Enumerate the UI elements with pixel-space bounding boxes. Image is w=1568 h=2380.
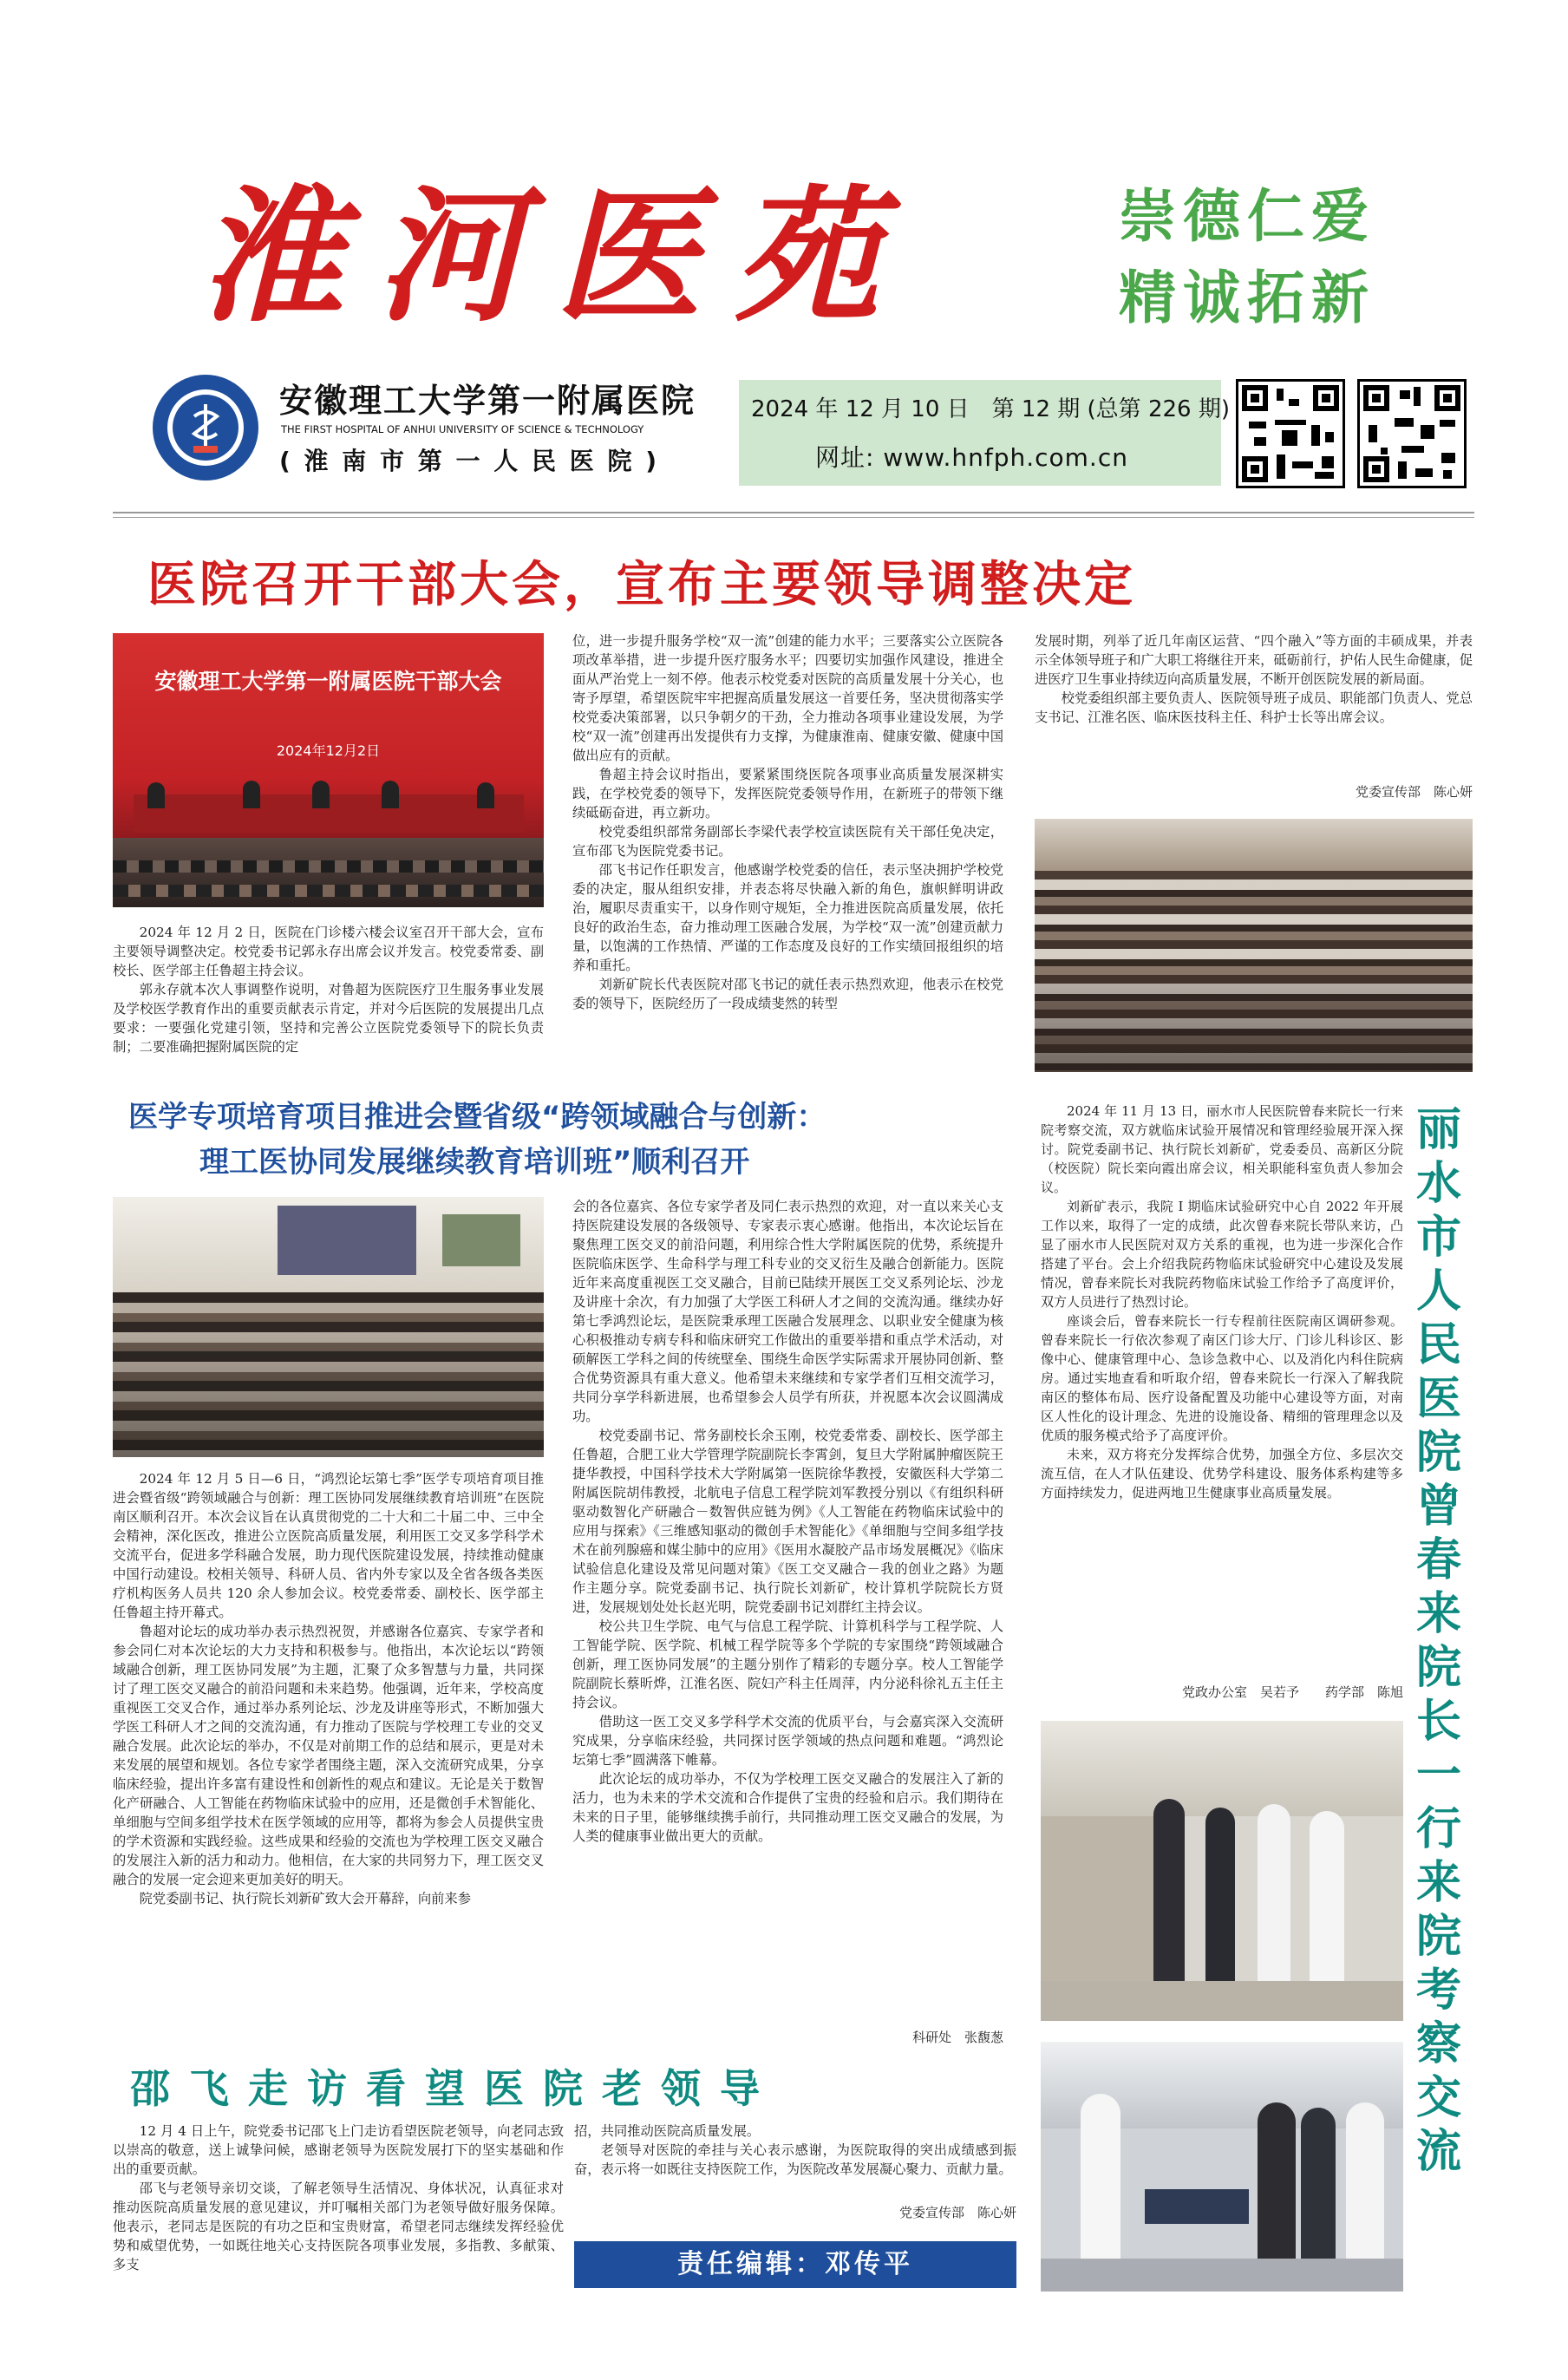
article3-headline: 邵飞走访看望医院老领导 [130, 2065, 779, 2112]
article1-paragraph: 鲁超主持会议时指出，要紧紧围绕医院各项事业高质量发展深耕实践，在学校党委的领导下，发挥医院党委领导作用，在新班子的带领下继续砥砺奋进，再立新功。 [572, 767, 1003, 821]
article2-paragraph: 2024 年 12 月 5 日—6 日，“鸿烈论坛第七季”医学专项培育项目推进会暨省级“跨领域融合与创新：理工医协同发展继续教育培训班”在医院南区顺利召开。本次会议旨在认真贯彻党的二十大和二十届二中、三中全会精神，深化医改，推进公立医院高质量发展，利用医工交叉多学科学术交流平台，促进多学科融合发展，助力现代医院建设发展，持续推动健康中国行动建设。校相关领导、科研人员、省内外专家以及全省各级各类医疗机构医务人员共 120 余人参加会议。校党委常委、副校长、医学部主任鲁超主持开幕式。 [113, 1471, 544, 1620]
article3-paragraph: 邵飞与老领导亲切交谈，了解老领导生活情况、身体状况，认真征求对推动医院高质量发展的意见建议，并叮嘱相关部门为老领导做好服务保障。他表示，老同志是医院的有功之臣和宝贵财富，希望老同志继续发挥经验优势和威望优势，一如既往地关心支持医院各项事业发展，多指教、多献策、多支 [113, 2181, 564, 2272]
article4-photo-visit-1 [1041, 1721, 1403, 2021]
article2-headline-line-2: 理工医协同发展继续教育培训班”顺利召开 [199, 1145, 750, 1180]
article2-paragraph: 会的各位嘉宾、各位专家学者及同仁表示热烈的欢迎，对一直以来关心支持医院建设发展的各级领导、专家表示衷心感谢。他指出，本次论坛旨在聚焦理工医交叉的前沿问题，利用综合性大学附属医院的优势，系统提升医院临床医学、生命科学与理工科专业的交叉衍生及融合创新能力。医院近年来高度重视医工交叉融合，目前已陆续开展医工交叉系列论坛、沙龙及讲座十余次，有力加强了大学医工科研人才之间的交流沟通。继续办好第七季鸿烈论坛，是医院秉承理工医融合发展理念、以职业安全健康为核心积极推动专病专科和临床研究工作做出的重要举措和重点学术活动，对硕解医工学科之间的传统壁垒、围绕生命医学实际需求开展协同创新、整合优势资源具有重大意义。他希望未来继续和专家学者们互相交流学习，共同分享学科新进展，也希望参会人员学有所获，并祝愿本次会议圆满成功。 [572, 1199, 1003, 1424]
slogan-line-2: 精诚拓新 [1119, 265, 1375, 331]
issue-date: 2024 年 12 月 10 日 第 12 期 (总第 226 期) [751, 396, 1230, 422]
article3-signature: 党委宣传部 陈心妍 [898, 2205, 1016, 2220]
article2-column-2 [572, 1197, 1003, 1846]
article1-column-3 [1035, 631, 1473, 727]
qr-code-left[interactable] [1236, 379, 1345, 488]
article1-paragraph: 位，进一步提升服务学校“双一流”创建的能力水平；三要落实公立医院各项改革举措，进一步提升医疗服务水平；四要切实加强作风建设，推进全面从严治党上一刻不停。他表示校党委对医院的高质量发展十分关心，也寄予厚望，希望医院牢牢把握高质量发展这一首要任务，坚决贯彻落实学校党委决策部署，以只争朝夕的干劲，全力推动各项事业建设发展，为学校“双一流”创建再出发提供有力支撑，为健康淮南、健康安徽、健康中国做出应有的贡献。 [572, 633, 1003, 763]
article4-paragraph: 座谈会后，曾春来院长一行专程前往医院南区调研参观。曾春来院长一行依次参观了南区门诊大厅、门诊儿科诊区、影像中心、健康管理中心、急诊急救中心、以及消化内科住院病房。通过实地查看和听取介绍，曾春来院长一行深入了解我院南区的整体布局、医疗设备配置及功能中心建设等方面，对南区人性化的设计理念、先进的设施设备、精细的管理理念以及优质的服务模式给予了高度评价。 [1041, 1313, 1403, 1443]
header-rule-2 [113, 517, 1474, 518]
article3-paragraph: 12 月 4 日上午，院党委书记邵飞上门走访看望医院老领导，向老同志致以崇高的敬意，送上诚挚问候，感谢老领导为医院发展打下的坚实基础和作出的重要贡献。 [113, 2123, 564, 2177]
article2-column-1 [113, 1469, 544, 1908]
article1-headline: 医院召开干部大会，宣布主要领导调整决定 [147, 557, 1136, 613]
article1-photo-date: 2024年12月2日 [276, 742, 381, 759]
hospital-name-cn: 安徽理工大学第一附属医院 [279, 381, 696, 420]
article4-paragraph: 刘新矿表示，我院 I 期临床试验研究中心自 2022 年开展工作以来，取得了一定的成绩，此次曾春来院长带队来访，凸显了丽水市人民医院对双方关系的重视，也为进一步深化合作搭建了平台。会上介绍我院药物临床试验研究中心建设及发展情况，曾春来院长对我院药物临床试验工作给予了高度评价，双方人员进行了热烈讨论。 [1041, 1199, 1403, 1310]
article3-paragraph: 老领导对医院的牵挂与关心表示感谢，为医院取得的突出成绩感到振奋，表示将一如既往支持医院工作，为医院改革发展凝心聚力、贡献力量。 [574, 2142, 1016, 2177]
article2-paragraph: 院党委副书记、执行院长刘新矿致大会开幕辞，向前来参 [139, 1891, 472, 1906]
article1-signature: 党委宣传部 陈心妍 [1355, 784, 1473, 800]
article4-paragraph: 未来，双方将充分发挥综合优势，加强全方位、多层次交流互信，在人才队伍建设、优势学科建设、服务体系构建等多方面持续发力，促进两地卫生健康事业高质量发展。 [1041, 1447, 1403, 1501]
article2-paragraph: 鲁超对论坛的成功举办表示热烈祝贺，并感谢各位嘉宾、专家学者和参会同仁对本次论坛的大力支持和积极参与。他指出，本次论坛以“跨领域融合创新，理工医协同发展”为主题，汇聚了众多智慧与力量，共同探讨了理工医交叉融合的前沿问题和未来趋势。他强调，近年来，学校高度重视医工交叉合作，通过举办系列论坛、沙龙及讲座等形式，不断加强大学医工科研人才之间的交流沟通，有力推动了医院与学校理工专业的交叉融合发展。此次论坛的举办，不仅是对前期工作的总结和展示，更是对未来发展的展望和规划。各位专家学者围绕主题，深入交流研究成果，分享临床经验，提出许多富有建设性和创新性的观点和建议。无论是关于数智化产研融合、人工智能在药物临床试验中的应用，还是微创手术智能化、单细胞与空间多组学技术在医学领域的应用等，都将为参会人员提供宝贵的学术资源和实践经验。这些成果和经验的交流也为学校理工医交叉融合的发展注入新的活力和动力。他相信，在大家的共同努力下，理工医交叉融合的发展一定会迎来更加美好的明天。 [113, 1624, 544, 1887]
website: 网址: www.hnfph.com.cn [815, 443, 1128, 472]
article1-paragraph: 郭永存就本次人事调整作说明，对鲁超为医院医疗卫生服务事业发展及学校医学教育作出的重要贡献表示肯定，并对今后医院的发展提出几点要求：一要强化党建引领，坚持和完善公立医院党委领导下的院长负责制；二要准确把握附属医院的定 [113, 982, 544, 1055]
article1-column-2 [572, 631, 1003, 1013]
article2-paragraph: 校党委副书记、常务副校长余玉刚，校党委常委、副校长、医学部主任鲁超，合肥工业大学管理学院副院长李霄剑，复旦大学附属肿瘤医院王捷华教授，中国科学技术大学附属第一医院徐华教授，安徽医科大学第二附属医院胡伟教授，北航电子信息工程学院刘军教授分别以《有组织科研驱动数智化产研融合－数智供应链为例》《人工智能在药物临床试验中的应用与探索》《三维感知驱动的微创手术智能化》《单细胞与空间多组学技术在前列腺癌和媒尘肺中的应用》《医用水凝胶产品市场发展概况》《临床试验信息化建设及常见问题对策》《医工交叉融合－我的创业之路》为题作主题分享。院党委副书记、执行院长刘新矿，校计算机学院院长方贤进，发展规划处处长赵光明，院党委副书记刘群红主持会议。 [572, 1428, 1003, 1615]
article4-signature: 党政办公室 吴若予 药学部 陈旭 [1181, 1684, 1403, 1700]
article1-photo-audience [1035, 819, 1473, 1072]
article1-photo-banner: 安徽理工大学第一附属医院干部大会 [154, 669, 502, 694]
article3-column-1 [113, 2122, 564, 2274]
qr-code-right[interactable] [1357, 379, 1467, 488]
article1-paragraph: 刘新矿院长代表医院对邵飞书记的就任表示热烈欢迎，他表示在校党委的领导下，医院经历了一段成绩斐然的转型 [572, 977, 1003, 1011]
hospital-name-en: THE FIRST HOSPITAL OF ANHUI UNIVERSITY OF SCIENCE & TECHNOLOGY [281, 423, 644, 435]
article1-column-1 [113, 923, 544, 1056]
article4-photo-visit-2 [1041, 2042, 1403, 2292]
article1-paragraph: 2024 年 12 月 2 日，医院在门诊楼六楼会议室召开干部大会，宣布主要领导调整决定。校党委书记郭永存出席会议并发言。校党委常委、副校长、医学部主任鲁超主持会议。 [113, 925, 544, 978]
article2-signature: 科研处 张馥葱 [911, 2030, 1003, 2045]
hospital-alias: ( 淮 南 市 第 一 人 民 医 院 ) [279, 447, 660, 475]
article2-paragraph: 借助这一医工交叉多学科学术交流的优质平台，与会嘉宾深入交流研究成果，分享临床经验，共同探讨医学领域的热点问题和难题。“鸿烈论坛第七季”圆满落下帷幕。 [572, 1714, 1003, 1768]
article2-headline-line-1: 医学专项培育项目推进会暨省级“跨领域融合与创新： [128, 1100, 826, 1134]
hospital-logo [151, 373, 260, 482]
article3-column-2 [574, 2122, 1016, 2179]
article1-photo-stage [113, 633, 544, 907]
article4-paragraph: 2024 年 11 月 13 日，丽水市人民医院曾春来院长一行来院考察交流，双方就临床试验开展情况和管理经验展开深入探讨。院党委副书记、执行院长刘新矿，党委委员、高新区分院（校医院）院长栾向霞出席会议，相关职能科室负责人参加会议。 [1041, 1103, 1403, 1195]
article1-paragraph: 校党委组织部主要负责人、医院领导班子成员、职能部门负责人、党总支书记、江淮名医、临床医技科主任、科护士长等出席会议。 [1035, 690, 1473, 725]
article1-paragraph: 邵飞书记作任职发言，他感谢学校党委的信任，表示坚决拥护学校党委的决定，服从组织安排，并表态将尽快融入新的角色，旗帜鲜明讲政治，履职尽责重实干，以身作则守规矩，全力推进医院高质量发展，依托良好的政治生态，奋力推动理工医融合发展，为学校“双一流”创建贡献力量，以饱满的工作热情、严谨的工作态度及良好的工作实绩回报组织的培养和重托。 [572, 862, 1003, 973]
article1-paragraph: 校党委组织部常务副部长李梁代表学校宣读医院有关干部任免决定，宣布邵飞为医院党委书记。 [572, 824, 1003, 859]
article4-body [1041, 1102, 1403, 1502]
article2-paragraph: 校公共卫生学院、电气与信息工程学院、计算机科学与工程学院、人工智能学院、医学院、机械工程学院等多个学院的专家围绕“跨领域融合创新，理工医协同发展”的主题分别作了精彩的专题分享。校人工智能学院副院长蔡昕烨，江淮名医、院妇产科主任周萍，内分泌科徐礼五主任主持会议。 [572, 1618, 1003, 1710]
slogan-line-1: 崇德仁爱 [1119, 183, 1375, 250]
masthead-title: 淮河医苑 [198, 170, 912, 342]
article2-paragraph: 此次论坛的成功举办，不仅为学校理工医交叉融合的发展注入了新的活力，也为未来的学术交流和合作提供了宝贵的经验和启示。我们期待在未来的日子里，能够继续携手前行，共同推动理工医交叉融合的发展，为人类的健康事业做出更大的贡献。 [572, 1771, 1003, 1844]
editor-label: 责任编辑：邓传平 [677, 2249, 913, 2279]
article2-photo-lecture [113, 1197, 544, 1457]
article1-paragraph: 发展时期，列举了近几年南区运营、“四个融入”等方面的丰硕成果，并表示全体领导班子和广大职工将继往开来，砥砺前行，护佑人民生命健康，促进医疗卫生事业持续迈向高质量发展，不断开创医院发展的新局面。 [1035, 633, 1473, 687]
article3-paragraph: 招，共同推动医院高质量发展。 [574, 2123, 761, 2139]
article4-headline: 丽水市人民医院曾春来院长一行来院考察交流 [1415, 1104, 1461, 2178]
header-rule [113, 512, 1474, 513]
